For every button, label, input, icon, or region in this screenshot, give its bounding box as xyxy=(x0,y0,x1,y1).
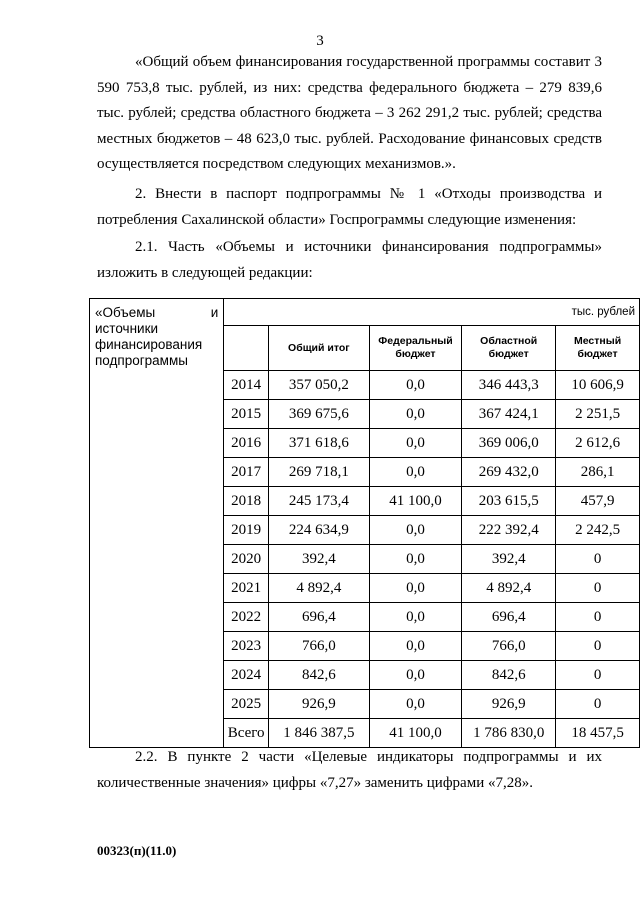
paragraph-financing-total: «Общий объем финансирования государственной программы составит 3 590 753,8 тыс. рублей, из них: средства федерального бюджета – 279 839,6 тыс. рублей; средства областного бюджета – 3 262 291,2 тыс. рублей; средства местных бюджетов – 48 623,0 тыс. рублей. Расходование финансовых средств осуществляется посредством следующих механизмов.». xyxy=(97,54,602,172)
total-cell: 1 846 387,5 xyxy=(269,719,370,748)
regional-cell: 4 892,4 xyxy=(462,574,556,603)
header-local: Местный бюджет xyxy=(556,326,640,371)
local-cell: 0 xyxy=(556,574,640,603)
regional-cell: 392,4 xyxy=(462,545,556,574)
year-cell: 2022 xyxy=(224,603,269,632)
regional-cell: 269 432,0 xyxy=(462,458,556,487)
label-word-volumes: «Объемы xyxy=(95,305,156,320)
year-cell: 2015 xyxy=(224,400,269,429)
local-cell: 2 251,5 xyxy=(556,400,640,429)
year-cell: 2014 xyxy=(224,371,269,400)
year-cell: 2023 xyxy=(224,632,269,661)
local-cell: 10 606,9 xyxy=(556,371,640,400)
label-word-and: и xyxy=(210,305,219,320)
local-cell: 0 xyxy=(556,690,640,719)
total-cell: 696,4 xyxy=(269,603,370,632)
local-cell: 0 xyxy=(556,632,640,661)
total-cell: 926,9 xyxy=(269,690,370,719)
document-code: 00323(п)(11.0) xyxy=(97,843,177,858)
regional-cell: 367 424,1 xyxy=(462,400,556,429)
federal-cell: 0,0 xyxy=(369,545,462,574)
federal-cell: 0,0 xyxy=(369,632,462,661)
year-cell: 2016 xyxy=(224,429,269,458)
local-cell: 0 xyxy=(556,661,640,690)
year-cell: 2020 xyxy=(224,545,269,574)
year-cell: Всего xyxy=(224,719,269,748)
regional-cell: 369 006,0 xyxy=(462,429,556,458)
header-total: Общий итог xyxy=(269,326,370,371)
label-rest: источники финансирования подпрограммы xyxy=(95,321,203,368)
federal-cell: 0,0 xyxy=(369,661,462,690)
unit-label: тыс. рублей xyxy=(224,299,640,326)
federal-cell: 41 100,0 xyxy=(369,719,462,748)
paragraph-subprogram-changes: 2. Внести в паспорт подпрограммы № 1 «Отходы производства и потребления Сахалинской области» Госпрограммы следующие изменения: xyxy=(97,186,602,228)
total-cell: 4 892,4 xyxy=(269,574,370,603)
header-blank-cell xyxy=(224,326,269,371)
federal-cell: 0,0 xyxy=(369,458,462,487)
total-cell: 369 675,6 xyxy=(269,400,370,429)
federal-cell: 0,0 xyxy=(369,690,462,719)
regional-cell: 346 443,3 xyxy=(462,371,556,400)
total-cell: 224 634,9 xyxy=(269,516,370,545)
total-cell: 269 718,1 xyxy=(269,458,370,487)
total-cell: 245 173,4 xyxy=(269,487,370,516)
paragraph-financing-section: 2.1. Часть «Объемы и источники финансирования подпрограммы» изложить в следующей редакции: xyxy=(97,239,602,281)
local-cell: 2 242,5 xyxy=(556,516,640,545)
federal-cell: 41 100,0 xyxy=(369,487,462,516)
header-regional: Областной бюджет xyxy=(462,326,556,371)
regional-cell: 222 392,4 xyxy=(462,516,556,545)
regional-cell: 766,0 xyxy=(462,632,556,661)
local-cell: 457,9 xyxy=(556,487,640,516)
row-label-cell xyxy=(90,299,224,748)
total-cell: 392,4 xyxy=(269,545,370,574)
federal-cell: 0,0 xyxy=(369,400,462,429)
paragraph-target-indicators: 2.2. В пункте 2 части «Целевые индикаторы подпрограммы и их количественные значения» цифры «7,27» заменить цифрами «7,28». xyxy=(97,749,602,791)
year-cell: 2017 xyxy=(224,458,269,487)
total-cell: 766,0 xyxy=(269,632,370,661)
page-number: 3 xyxy=(316,33,324,49)
federal-cell: 0,0 xyxy=(369,429,462,458)
local-cell: 286,1 xyxy=(556,458,640,487)
total-cell: 371 618,6 xyxy=(269,429,370,458)
year-cell: 2024 xyxy=(224,661,269,690)
year-cell: 2018 xyxy=(224,487,269,516)
regional-cell: 1 786 830,0 xyxy=(462,719,556,748)
total-cell: 842,6 xyxy=(269,661,370,690)
year-cell: 2019 xyxy=(224,516,269,545)
table-unit-row xyxy=(90,299,640,326)
local-cell: 18 457,5 xyxy=(556,719,640,748)
local-cell: 2 612,6 xyxy=(556,429,640,458)
year-cell: 2021 xyxy=(224,574,269,603)
federal-cell: 0,0 xyxy=(369,516,462,545)
regional-cell: 926,9 xyxy=(462,690,556,719)
regional-cell: 696,4 xyxy=(462,603,556,632)
federal-cell: 0,0 xyxy=(369,371,462,400)
year-cell: 2025 xyxy=(224,690,269,719)
header-federal: Федеральный бюджет xyxy=(369,326,462,371)
total-cell: 357 050,2 xyxy=(269,371,370,400)
local-cell: 0 xyxy=(556,603,640,632)
federal-cell: 0,0 xyxy=(369,574,462,603)
regional-cell: 203 615,5 xyxy=(462,487,556,516)
federal-cell: 0,0 xyxy=(369,603,462,632)
regional-cell: 842,6 xyxy=(462,661,556,690)
financing-table xyxy=(89,298,640,748)
local-cell: 0 xyxy=(556,545,640,574)
